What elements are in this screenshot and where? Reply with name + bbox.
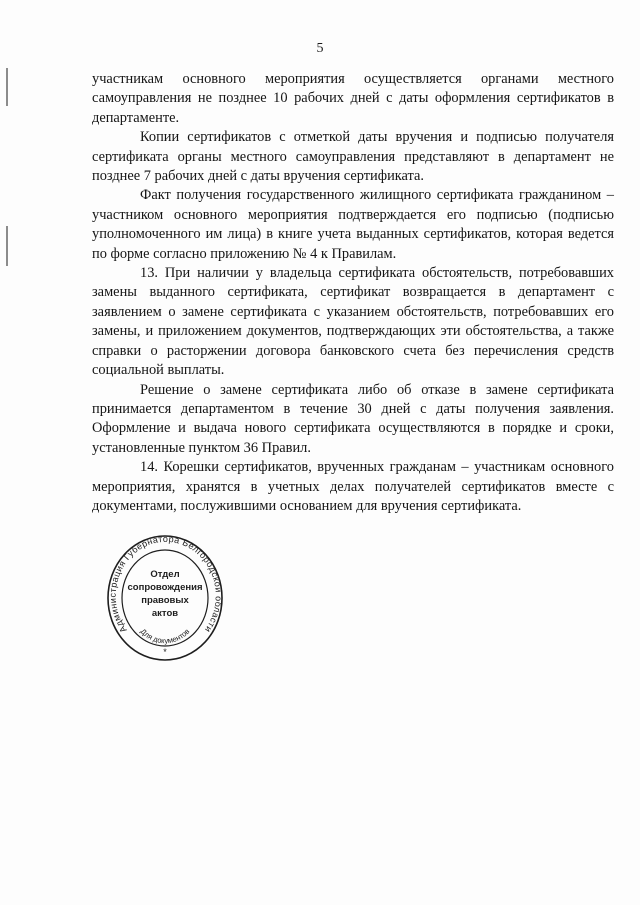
seal-bottom-text: Для документов	[138, 626, 192, 646]
paragraph: 13. При наличии у владельца сертификата обстоятельств, потребовавших замены выданного сертификата, сертификат возвращается в департамент с заявлением о замене сертификата с указанием обстоятельств, потребовавших его замены, и приложением документов, подтверждающих эти обстоятельства, а также справки о расторжении договора банковского счета без перечисления средств социальной выплаты.	[92, 265, 614, 379]
seal-center-line: правовых	[141, 595, 189, 606]
paragraph: Факт получения государственного жилищного сертификата гражданином – участником основного мероприятия подтверждается его подписью (подписью уполномоченного им лица) в книге учета выданных сертификатов, которая ведется по форме согласно приложению № 4 к Правилам.	[92, 187, 614, 262]
body-text	[92, 70, 614, 516]
svg-text:Для документов	[139, 627, 192, 645]
paragraph: Решение о замене сертификата либо об отказе в замене сертификата принимается департаментом в течение 30 дней с даты получения заявления. Оформление и выдача нового сертификата осуществляются в порядке и сроки, установленные пунктом 36 Правил.	[92, 381, 614, 456]
page-number: 5	[316, 41, 324, 56]
seal-center-line: актов	[151, 608, 179, 619]
seal-star: *	[163, 647, 167, 657]
scan-edge-mark	[6, 68, 8, 106]
paragraph: 14. Корешки сертификатов, врученных гражданам – участникам основного мероприятия, хранятся в учетных делах получателей сертификатов вместе с документами, послужившими основанием для вручения сертификата.	[92, 459, 614, 514]
scan-edge-mark	[6, 226, 8, 266]
seal-center-line: сопровождения	[127, 582, 203, 593]
paragraph: участникам основного мероприятия осуществляется органами местного самоуправления не позднее 10 рабочих дней с даты оформления сертификатов в департаменте.	[92, 71, 614, 126]
seal-center-line: Отдел	[150, 569, 180, 580]
seal-ring-text: Администрация Губернатора Белгородской области	[107, 533, 224, 635]
official-seal	[106, 533, 224, 663]
paragraph: Копии сертификатов с отметкой даты вручения и подписью получателя сертификата органы местного самоуправления представляют в департамент не позднее 7 рабочих дней с даты вручения сертификата.	[92, 129, 614, 185]
